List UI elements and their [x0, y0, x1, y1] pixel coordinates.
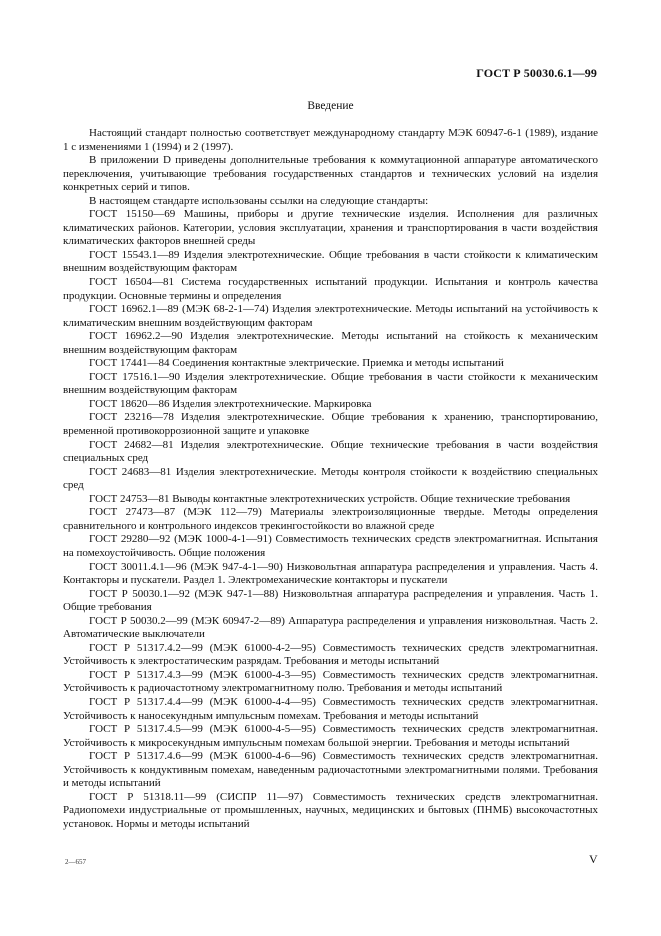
- standard-reference: ГОСТ 16962.2—90 Изделия электротехнические. Методы испытаний на стойкость к механическим внешним воздействующим факторам: [63, 330, 598, 356]
- standard-reference: ГОСТ Р 51318.11—99 (СИСПР 11—97) Совместимость технических средств электромагнитная. Радиопомехи индустриальные от промышленных, научных, медицинских и бытовых (ПНМБ) высокочастотных установок. Нормы и методы испытаний: [63, 790, 598, 830]
- standard-reference: ГОСТ 24753—81 Выводы контактные электротехнических устройств. Общие технические требования: [89, 492, 571, 505]
- document-body: [63, 127, 598, 831]
- standard-reference: ГОСТ 24683—81 Изделия электротехнические. Методы контроля стойкости к воздействию специальных сред: [63, 465, 598, 492]
- standard-reference: ГОСТ 17441—84 Соединения контактные электрические. Приемка и методы испытаний: [89, 357, 504, 370]
- standard-reference: ГОСТ 16962.1—89 (МЭК 68-2-1—74) Изделия электротехнические. Методы испытаний на устойчивость к климатическим внешним воздействующим факторам: [63, 303, 598, 329]
- print-code: 2—657: [65, 858, 86, 866]
- paragraph: Настоящий стандарт полностью соответствует международному стандарту МЭК 60947-6-1 (1989), издание 1 с изменениями 1 (1994) и 2 (1997).: [63, 127, 598, 153]
- paragraph: В приложении D приведены дополнительные требования к коммутационной аппаратуре автоматического переключения, учитывающие требования государственных стандартов и технических условий на изделия конкретных серий и типов.: [63, 154, 598, 194]
- standard-reference: ГОСТ 24682—81 Изделия электротехнические. Общие технические требования в части воздействия специальных сред: [63, 438, 598, 465]
- paragraph: В настоящем стандарте использованы ссылки на следующие стандарты:: [89, 194, 429, 207]
- standard-reference: ГОСТ 30011.4.1—96 (МЭК 947-4-1—90) Низковольтная аппаратура распределения и управления. Часть 4. Контакторы и пускатели. Раздел 1. Электромеханические контакторы и пускатели: [63, 560, 598, 587]
- standard-reference: ГОСТ Р 51317.4.2—99 (МЭК 61000-4-2—95) Совместимость технических средств электромагнитная. Устойчивость к электростатическим разрядам. Требования и методы испытаний: [63, 641, 598, 668]
- page-number: V: [589, 852, 598, 866]
- standard-reference: ГОСТ Р 51317.4.6—99 (МЭК 61000-4-6—96) Совместимость технических средств электромагнитная. Устойчивость к кондуктивным помехам, наведенным радиочастотными электромагнитными полями. Требования и методы испытаний: [63, 750, 598, 790]
- standard-reference: ГОСТ 17516.1—90 Изделия электротехнические. Общие требования в части стойкости к механическим внешним воздействующим факторам: [63, 370, 598, 397]
- standard-reference: ГОСТ 23216—78 Изделия электротехнические. Общие требования к хранению, транспортированию, временной противокоррозионной защите и упаковке: [63, 411, 598, 438]
- standard-reference: ГОСТ 15543.1—89 Изделия электротехнические. Общие требования в части стойкости к климатическим внешним воздействующим факторам: [63, 248, 598, 275]
- standard-reference: ГОСТ 29280—92 (МЭК 1000-4-1—91) Совместимость технических средств электромагнитная. Испытания на помехоустойчивость. Общие положения: [63, 533, 598, 559]
- standard-reference: ГОСТ 15150—69 Машины, приборы и другие технические изделия. Исполнения для различных климатических районов. Категории, условия эксплуатации, хранения и транспортирования в части воздействия климатических факторов внешней среды: [63, 208, 598, 248]
- section-title: Введение: [307, 100, 354, 112]
- standard-reference: ГОСТ Р 50030.2—99 (МЭК 60947-2—89) Аппаратура распределения и управления низковольтная. Часть 2. Автоматические выключатели: [63, 614, 598, 641]
- standard-reference: ГОСТ 16504—81 Система государственных испытаний продукции. Испытания и контроль качества продукции. Основные термины и определения: [63, 276, 598, 302]
- standard-reference: ГОСТ Р 51317.4.5—99 (МЭК 61000-4-5—95) Совместимость технических средств электромагнитная. Устойчивость к микросекундным импульсным помехам большой энергии. Требования и методы испытаний: [63, 723, 598, 749]
- standard-reference: ГОСТ 27473—87 (МЭК 112—79) Материалы электроизоляционные твердые. Методы определения сравнительного и контрольного индексов трекингостойкости во влажной среде: [63, 506, 598, 532]
- standard-reference: ГОСТ Р 51317.4.3—99 (МЭК 61000-4-3—95) Совместимость технических средств электромагнитная. Устойчивость к радиочастотному электромагнитному полю. Требования и методы испытаний: [63, 668, 598, 695]
- standard-reference: ГОСТ Р 51317.4.4—99 (МЭК 61000-4-4—95) Совместимость технических средств электромагнитная. Устойчивость к наносекундным импульсным помехам. Требования и методы испытаний: [63, 695, 598, 722]
- standard-reference: ГОСТ 18620—86 Изделия электротехнические. Маркировка: [89, 397, 372, 410]
- standard-header: ГОСТ Р 50030.6.1—99: [476, 66, 597, 80]
- standard-reference: ГОСТ Р 50030.1—92 (МЭК 947-1—88) Низковольтная аппаратура распределения и управления. Часть 1. Общие требования: [63, 587, 598, 614]
